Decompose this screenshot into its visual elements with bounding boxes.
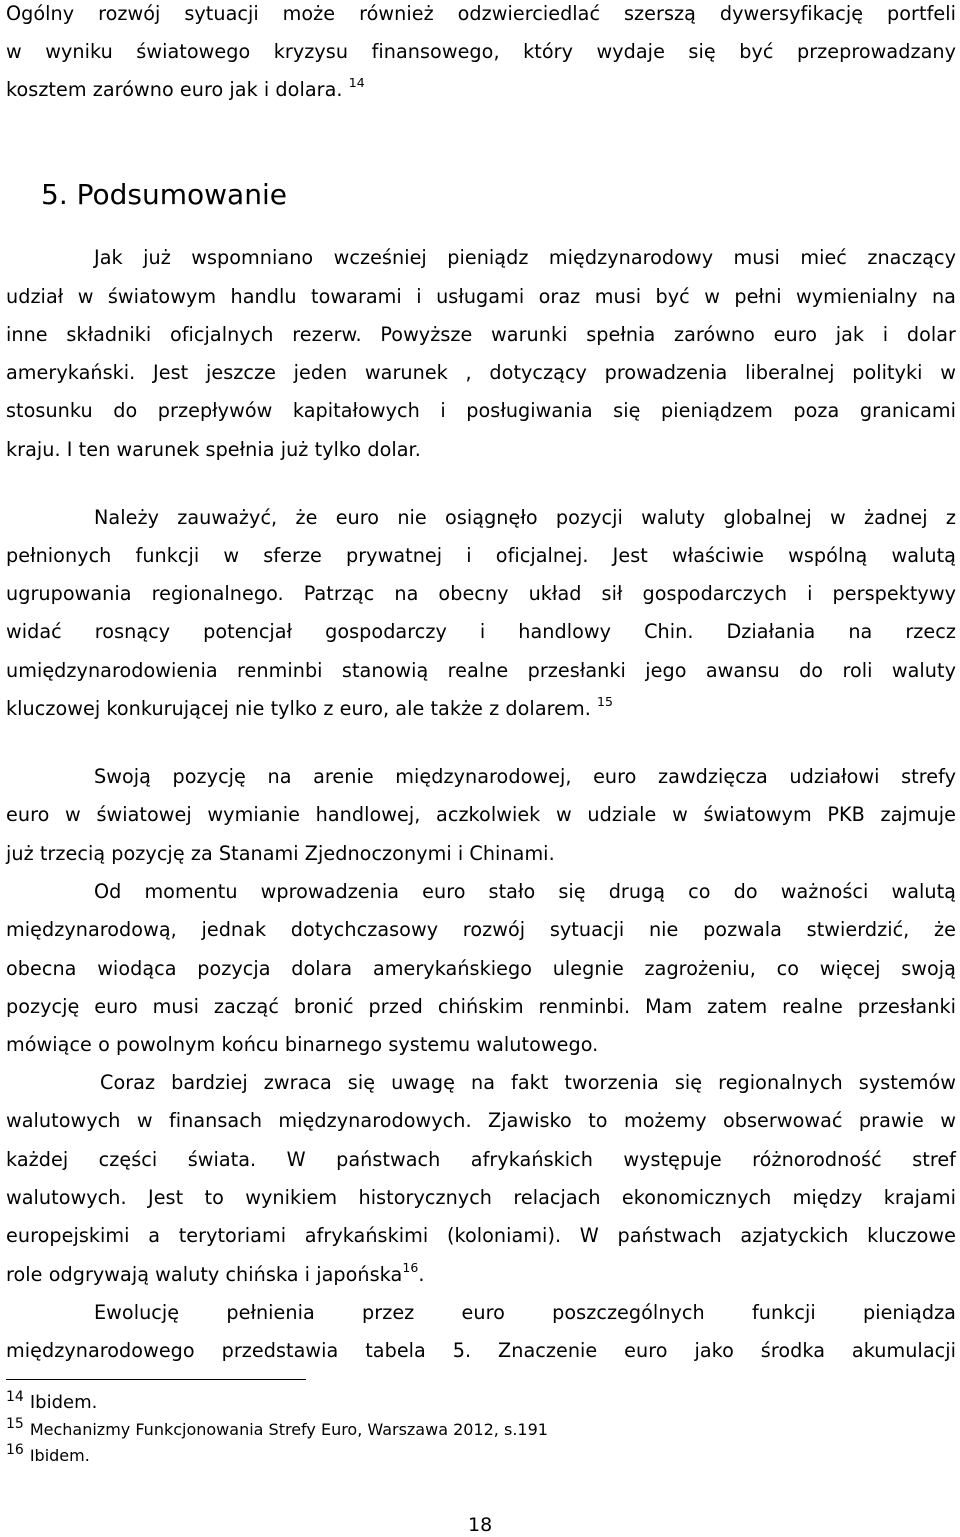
paragraph-line: obecna wiodąca pozycja dolara amerykańskiego ulegnie zagrożeniu, co więcej swoją	[6, 957, 956, 980]
paragraph-line: walutowych. Jest to wynikiem historycznych relacjach ekonomicznych między krajami	[6, 1186, 956, 1209]
paragraph-line: euro w światowej wymianie handlowej, aczkolwiek w udziale w światowym PKB zajmuje	[6, 803, 956, 826]
footnote-ref: 14	[348, 74, 365, 90]
paragraph-line: stosunku do przepływów kapitałowych i posługiwania się pieniądzem poza granicami	[6, 399, 956, 422]
paragraph-line: pozycję euro musi zacząć bronić przed chińskim renminbi. Mam zatem realne przesłanki	[6, 995, 956, 1018]
footnote	[6, 1416, 548, 1439]
paragraph-line: pełnionych funkcji w sferze prywatnej i oficjalnej. Jest właściwie wspólną walutą	[6, 544, 956, 567]
footnote-separator	[6, 1379, 306, 1380]
footnote-number: 15	[6, 1416, 24, 1432]
paragraph-line: Jak już wspomniano wcześniej pieniądz międzynarodowy musi mieć znaczący	[94, 246, 956, 269]
paragraph-line: kluczowej konkurującej nie tylko z euro, ale także z dolarem. $^{15}$	[6, 693, 614, 720]
footnote-ref: 15	[597, 693, 614, 709]
footnote	[6, 1442, 90, 1465]
footnote	[6, 1389, 98, 1413]
paragraph-line: widać rosnący potencjał gospodarczy i handlowy Chin. Działania na rzecz	[6, 620, 956, 643]
paragraph-line: każdej części świata. W państwach afrykańskich występuje różnorodność stref	[6, 1148, 956, 1171]
section-heading: 5. Podsumowanie	[41, 178, 287, 211]
intro-line: w wyniku światowego kryzysu finansowego, który wydaje się być przeprowadzany	[6, 40, 956, 63]
footnote-text: Ibidem.	[29, 1446, 90, 1465]
paragraph-line: kraju. I ten warunek spełnia już tylko dolar.	[6, 438, 421, 461]
paragraph-line: amerykański. Jest jeszcze jeden warunek , dotyczący prowadzenia liberalnej polityki w	[6, 361, 956, 384]
page-number: 18	[468, 1514, 493, 1536]
paragraph-line: Od momentu wprowadzenia euro stało się drugą co do ważności walutą	[94, 880, 956, 903]
paragraph-line: międzynarodową, jednak dotychczasowy rozwój sytuacji nie pozwala stwierdzić, że	[6, 918, 956, 941]
paragraph-line: umiędzynarodowienia renminbi stanowią realne przesłanki jego awansu do roli waluty	[6, 659, 956, 682]
paragraph-line: role odgrywają waluty chińska i japońska$^{16}$.	[6, 1259, 425, 1286]
paragraph-line: mówiące o powolnym końcu binarnego systemu walutowego.	[6, 1033, 599, 1056]
footnote-number: 16	[6, 1442, 24, 1458]
paragraph-line: ugrupowania regionalnego. Patrząc na obecny układ sił gospodarczych i perspektywy	[6, 582, 956, 605]
paragraph-line: Ewolucję pełnienia przez euro poszczególnych funkcji pieniądza	[94, 1301, 956, 1324]
paragraph-line: międzynarodowego przedstawia tabela 5. Znaczenie euro jako środka akumulacji	[6, 1339, 956, 1362]
paragraph-line: udział w światowym handlu towarami i usługami oraz musi być w pełni wymienialny na	[6, 285, 956, 308]
paragraph-line: Coraz bardziej zwraca się uwagę na fakt tworzenia się regionalnych systemów	[100, 1071, 956, 1094]
paragraph-line: europejskimi a terytoriami afrykańskimi (koloniami). W państwach azjatyckich kluczowe	[6, 1224, 956, 1247]
footnote-ref: 16	[402, 1259, 419, 1275]
paragraph-line: już trzecią pozycję za Stanami Zjednoczonymi i Chinami.	[6, 842, 555, 865]
paragraph-line: inne składniki oficjalnych rezerw. Powyższe warunki spełnia zarówno euro jak i dolar	[6, 323, 956, 346]
paragraph-line: walutowych w finansach międzynarodowych. Zjawisko to możemy obserwować prawie w	[6, 1109, 956, 1132]
footnote-text: Mechanizmy Funkcjonowania Strefy Euro, Warszawa 2012, s.191	[29, 1420, 548, 1439]
intro-line: Ogólny rozwój sytuacji może również odzwierciedlać szerszą dywersyfikację portfeli	[6, 2, 956, 25]
footnote-number: 14	[6, 1389, 24, 1405]
footnote-text: Ibidem.	[29, 1392, 98, 1413]
intro-line: kosztem zarówno euro jak i dolara. $^{14}$	[6, 74, 365, 101]
paragraph-line: Swoją pozycję na arenie międzynarodowej, euro zawdzięcza udziałowi strefy	[94, 765, 956, 788]
paragraph-line: Należy zauważyć, że euro nie osiągnęło pozycji waluty globalnej w żadnej z	[94, 506, 956, 529]
